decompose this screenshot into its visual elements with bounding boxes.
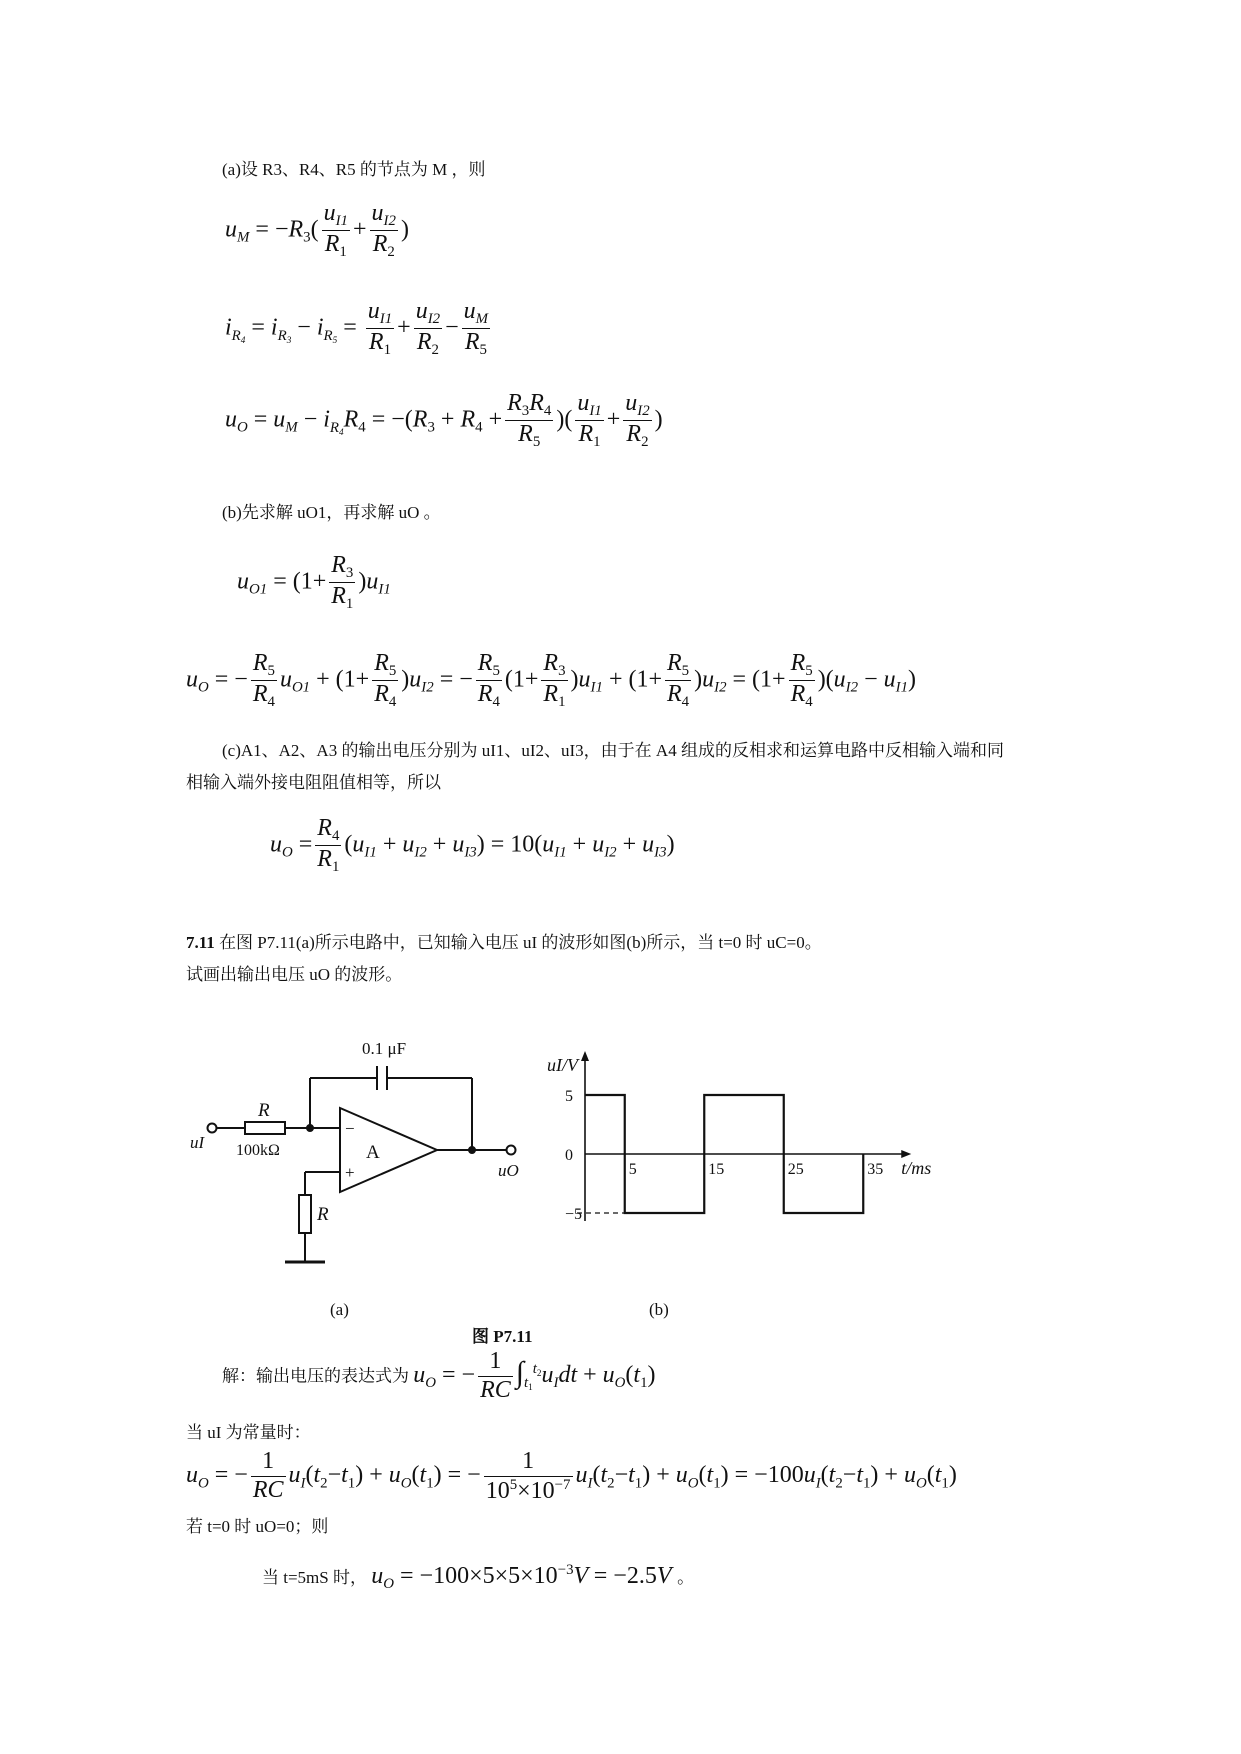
y-axis-label: uI/V: [547, 1055, 578, 1075]
caption-b: (b): [649, 1300, 669, 1319]
capacitor-label: 0.1 μF: [362, 1039, 407, 1058]
x-axis-label: t/ms: [901, 1158, 932, 1178]
equation-iR4: $i_{R_4} = i_{R_3} - i_{R_5}$ = $\frac{u_{I1}}{R_1}$ + $\frac{u_{I2}}{R_2}$ − $\frac{u_M}{R_5}$: [225, 298, 489, 359]
section-c-line2: 相输入端外接电阻阻值相等，所以: [186, 773, 441, 792]
resistor-label: R: [258, 1100, 270, 1121]
junction-node-2: [469, 1147, 475, 1153]
equation-uO-c: $u_O$ = $\frac{R_4}{R_1}$ $(u_{I1} + u_{I2} + u_{I3}) = 10(u_{I1} + u_{I2} + u_{I3})$: [270, 815, 675, 876]
output-terminal: [507, 1146, 516, 1155]
input-terminal: [208, 1124, 217, 1133]
x-tick-label: 35: [867, 1161, 884, 1178]
solution-intro-line: [222, 1348, 656, 1404]
input-label: uI: [190, 1133, 205, 1152]
circuit-diagram: [208, 1066, 516, 1262]
circuit-labels: [190, 1039, 519, 1319]
section-b-intro: (b)先求解 uO1，再求解 uO 。: [222, 503, 441, 522]
y-axis-arrow: [581, 1051, 589, 1061]
equation-uO1: $u_{O1} = (1+$ $\frac{R_3}{R_1}$ )$u_{I1}$: [237, 552, 391, 613]
y-tick-label: 5: [565, 1088, 573, 1105]
caption-a: (a): [330, 1300, 349, 1319]
solution-t5-line: [262, 1562, 694, 1593]
solution-case-init: 若 t=0 时 uO=0；则: [186, 1517, 329, 1536]
section-c-line1: (c)A1、A2、A3 的输出电压分别为 uI1、uI2、uI3，由于在 A4 组成的反相求和运算电路中反相输入端和同: [222, 741, 1004, 760]
opamp-minus: −: [345, 1119, 355, 1138]
x-tick-label: 25: [787, 1161, 804, 1178]
equation-t5: $u_O = -100\times 5\times 5\times 10^{-3}V = -2.5V$ 。: [371, 1562, 695, 1593]
problem-text-1: 在图 P7.11(a)所示电路中，已知输入电压 uI 的波形如图(b)所示，当 t=0 时 uC=0。: [219, 933, 822, 952]
problem-line1: [186, 928, 822, 953]
waveform-chart: [547, 1051, 931, 1223]
x-tick-label: 5: [628, 1161, 637, 1178]
problem-number: 7.11: [186, 933, 215, 952]
section-a-intro: (a)设 R3、R4、R5 的节点为 M ，则: [222, 160, 486, 179]
equation-uO-b: $u_O$ = − $\frac{R_5}{R_4}$ $u_{O1} + (1+$ $\frac{R_5}{R_4}$ )$u_{I2}$ = − $\frac{R_5}{R_4}$ (1+ $\frac{R_3}{R_1}$ )$u_{I1} + (1+$ $\frac{R_5}{R_4}$ )$u_{I2} = (1+$ $\frac{R_5}{R_4}$ )$(u_{I2} - u_{I1})$: [186, 650, 917, 711]
equation-uO-a: $u_O = u_M - i_{R_4}R_4 = -(R_3 + R_4$ + $\frac{R_3R_4}{R_5}$ )( $\frac{u_{I1}}{R_1}$ + $\frac{u_{I2}}{R_2}$ ): [225, 390, 663, 451]
output-label: uO: [498, 1161, 519, 1180]
resistor-value: 100kΩ: [236, 1142, 280, 1159]
input-resistor: [245, 1122, 285, 1134]
opamp-label: A: [366, 1142, 380, 1163]
ground-resistor: [299, 1195, 311, 1233]
equation-integral: $u_O$ = − $\frac{1}{RC}$ $\int_{t_1}^{t_2}u_Idt + u_O(t_1)$: [413, 1348, 656, 1403]
solution-t5-prefix: 当 t=5mS 时，: [262, 1567, 367, 1587]
opamp-plus: +: [345, 1163, 355, 1182]
x-axis-arrow: [901, 1150, 911, 1158]
figure-p7-11: [180, 1020, 960, 1320]
equation-uM: $u_M = -R_3$( $\frac{u_{I1}}{R_1}$ + $\frac{u_{I2}}{R_2}$ ): [225, 200, 409, 261]
equation-uO-const: $u_O$ = − $\frac{1}{RC}$ $u_I(t_2-t_1) + u_O(t_1)$ = − $\frac{1}{10^5\times 10^{-7}}$ $u_I(t_2-t_1) + u_O(t_1) = -100u_I(t_2-t_1) + u_O(t_1)$: [186, 1448, 957, 1504]
solution-case-const: 当 uI 为常量时：: [186, 1423, 311, 1442]
problem-line2: 试画出输出电压 uO 的波形。: [186, 965, 403, 984]
y-tick-label: 0: [565, 1147, 573, 1164]
ground-resistor-label: R: [317, 1204, 329, 1225]
y-tick-label: −5: [565, 1206, 583, 1223]
x-tick-label: 15: [708, 1161, 725, 1178]
figure-title: 图 P7.11: [472, 1327, 533, 1346]
solution-intro: 解：输出电压的表达式为: [222, 1366, 409, 1386]
